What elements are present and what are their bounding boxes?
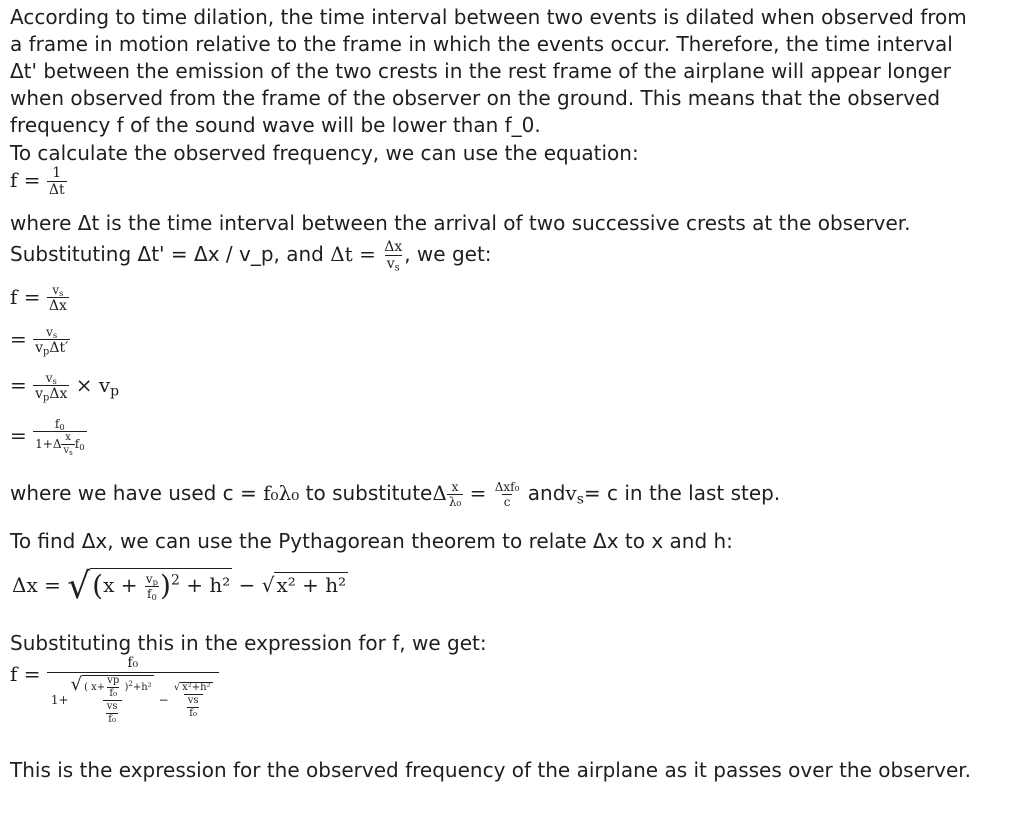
text-line: when observed from the frame of the observer on the ground. This means that the observed (10, 86, 941, 110)
equation-f-inverse-dt: f = $\frac{1}{\Delta t}$ (10, 165, 65, 198)
paragraph-calculate: To calculate the observed frequency, we can use the equation: (10, 141, 639, 165)
paragraph-where-used: where we have used c = f₀λ₀ to substituteΔ $\frac{x}{\text{λ₀}}$ = $\frac{\text{Δxf₀}}{c}$ andv$_s$= c in the last step. (10, 480, 781, 509)
text-line: Δt' between the emission of the two crests in the rest frame of the airplane will appear longer (10, 59, 951, 83)
derivation-line-2: = $\frac{v_s}{v_p\Delta t'}$ (10, 325, 69, 358)
equation-final-f: f = f₀ 1+ √ ( x+ $\frac{vp}{\text{f₀}}$ )$^2$+h² $\frac{vs}{\text{f₀}}$ − $\frac{\text{√ x²+h²}}{\frac{vs}{\text{f₀}}}$ (10, 656, 219, 725)
derivation-line-3: = $\frac{v_s}{v_p\Delta x}$ × $v_p$ (10, 371, 120, 404)
equation-delta-x: Δx = √(x + $\frac{v_p}{f_0}$ )$^2$ + h² − √ x² + h² (12, 566, 347, 607)
paragraph-substituting: Substituting Δt' = Δx / v_p, and Δt = $\frac{\Delta x}{v_s}$ , we get: (10, 239, 492, 274)
text-line: According to time dilation, the time interval between two events is dilated when observed from (10, 5, 967, 29)
text-line: frequency f of the sound wave will be lower than f_0. (10, 113, 541, 137)
fraction-dx-vs: $\frac{\Delta x}{v_s}$ (384, 239, 403, 274)
fraction: $\frac{1}{\Delta t}$ (48, 165, 65, 198)
paragraph-substituting-f: Substituting this in the expression for f, we get: (10, 631, 487, 655)
paragraph-conclusion: This is the expression for the observed frequency of the airplane as it passes over the observer. (10, 758, 972, 782)
paragraph-time-dilation (10, 4, 967, 139)
derivation-line-1: f = $\frac{v_s}{\Delta x}$ (10, 283, 67, 314)
text-line: a frame in motion relative to the frame in which the events occur. Therefore, the time interval (10, 32, 953, 56)
paragraph-where-dt: where Δt is the time interval between the arrival of two successive crests at the observer. (10, 211, 911, 235)
paragraph-find-dx: To find Δx, we can use the Pythagorean theorem to relate Δx to x and h: (10, 529, 733, 553)
derivation-line-4: = $f_0$ 1+Δ $\frac{x}{v_s}$ $f_0$ (10, 417, 85, 457)
